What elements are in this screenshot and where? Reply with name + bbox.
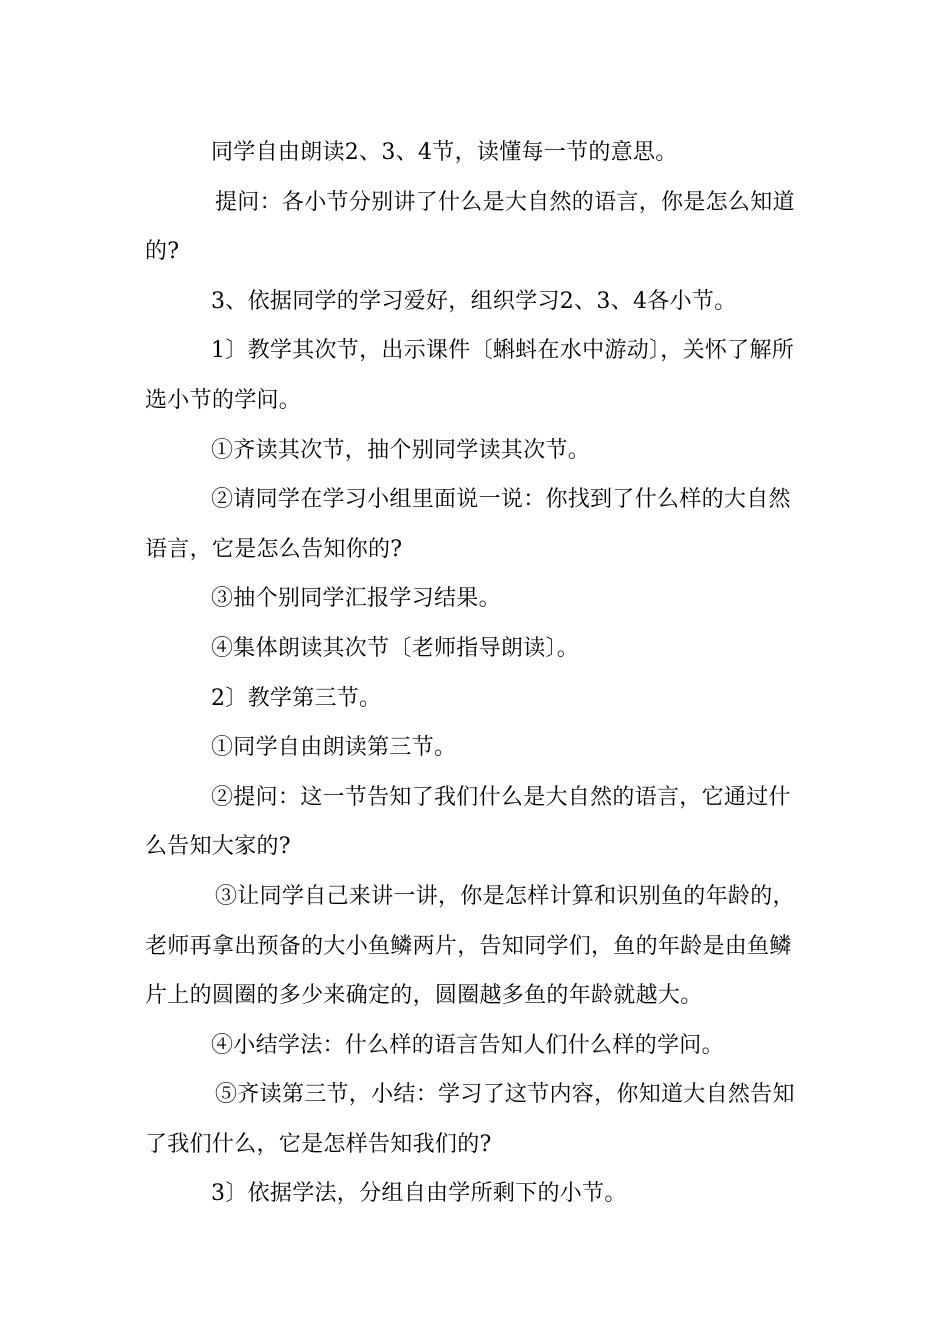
paragraph: ②请同学在学习小组里面说一说：你找到了什么样的大自然语言，它是怎么告知你的? — [145, 487, 791, 562]
paragraph: ③抽个别同学汇报学习结果。 — [211, 586, 501, 612]
paragraph: ⑤齐读第三节，小结：学习了这节内容，你知道大自然告知了我们什么，它是怎样告知我们的? — [145, 1082, 795, 1157]
paragraph: 提问：各小节分别讲了什么是大自然的语言，你是怎么知道的? — [145, 189, 795, 265]
paragraph: 2〕教学第三节。 — [211, 685, 382, 711]
paragraph: 1〕教学其次节，出示课件〔蝌蚪在水中游动〕，关怀了解所选小节的学问。 — [145, 338, 795, 413]
paragraph: ②提问：这一节告知了我们什么是大自然的语言，它通过什么告知大家的? — [145, 784, 791, 860]
paragraph: 3、依据同学的学习爱好，组织学习2、3、4各小节。 — [211, 288, 737, 314]
paragraph: ④集体朗读其次节〔老师指导朗读〕。 — [211, 635, 580, 661]
document-body — [145, 128, 807, 1219]
paragraph: ①同学自由朗读第三节。 — [211, 735, 457, 761]
paragraph: ①齐读其次节，抽个别同学读其次节。 — [211, 437, 591, 463]
paragraph: ④小结学法：什么样的语言告知人们什么样的学问。 — [211, 1032, 724, 1058]
paragraph: 3〕依据学法，分组自由学所剩下的小节。 — [211, 1181, 627, 1207]
paragraph: ③让同学自己来讲一讲，你是怎样计算和识别鱼的年龄的，老师再拿出预备的大小鱼鳞两片，告知同学们，鱼的年龄是由鱼鳞片上的圆圈的多少来确定的，圆圈越多鱼的年龄就越大。 — [145, 883, 795, 1009]
paragraph: 同学自由朗读2、3、4节，读懂每一节的意思。 — [211, 140, 678, 165]
